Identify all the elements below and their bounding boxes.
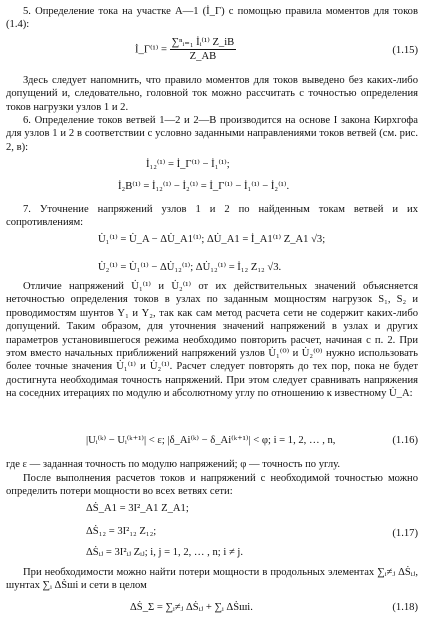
equation-number-1-15: (1.15) bbox=[392, 45, 418, 56]
equation-7a: U̇₁⁽¹⁾ = U̇_A − ΔU̇_A1⁽¹⁾; ΔU̇_A1 = İ_A1⁽¹⁾ Z_A1 √3; bbox=[98, 234, 326, 245]
equation-1-15 bbox=[135, 36, 236, 64]
paragraph-step-5: 5. Определение тока на участке A—1 (İ_Г) с помощью правила моментов для токов (1.4): bbox=[6, 6, 418, 31]
paragraph-step-7: 7. Уточнение напряжений узлов 1 и 2 по найденным токам ветвей и их сопротивлениям: bbox=[6, 204, 418, 229]
equation-1-15-fraction bbox=[170, 36, 237, 64]
equation-1-17a: ΔṠ_A1 = 3I²_A1 Z_A1; bbox=[86, 503, 189, 514]
equation-number-1-17: (1.17) bbox=[392, 528, 418, 539]
equation-6b: İ₂B⁽¹⁾ = İ₁₂⁽¹⁾ − İ₂⁽¹⁾ = İ_Г⁽¹⁾ − İ₁⁽¹⁾ − İ₂⁽¹⁾. bbox=[118, 181, 290, 192]
paragraph-last: При необходимости можно найти потери мощности в продольных элементах ∑ᵢ≠ⱼ ΔṠᵢⱼ, шунтах ∑ᵢ ΔṠшi и сети в целом bbox=[6, 567, 418, 592]
paragraph-voltage-difference: Отличие напряжений U̇₁⁽¹⁾ и U̇₂⁽¹⁾ от их действительных значений объясняется неточностью определения токов в узлах по заданным мощностям нагрузок S₁, S₂ и проводимостям шунтов Y₁ и Y₂, так как сам метод расчета сети не содержит каких-либо допущений. Таким образом, для уточнения значений напряжений в узлах и других параметров установившегося режима необходимо повторить расчет, начиная с п. 2. При этом вместо начальных приближений напряжений узлов U̇₁⁽⁰⁾ и U̇₂⁽⁰⁾ нужно использовать более точные значения U̇₁⁽¹⁾ и U̇₂⁽¹⁾. Расчет следует повторять до тех пор, пока не будет достигнута необходимая точность напряжений. При этом следует сравнивать напряжения на соседних итерациях по модулю и абсолютному углу по отношению к известному U̇_A: bbox=[6, 281, 418, 400]
equation-1-16: |Uᵢ⁽ᵏ⁾ − Uᵢ⁽ᵏ⁺¹⁾| < ε; |δ_Ai⁽ᵏ⁾ − δ_Ai⁽ᵏ⁺¹⁾| < φ; i = 1, 2, … , n, bbox=[86, 435, 336, 446]
equation-1-17c: ΔṠᵢⱼ = 3I²ᵢⱼ Zᵢⱼ; i, j = 1, 2, … , n; i ≠ j. bbox=[86, 547, 243, 558]
paragraph-after-calculation: После выполнения расчетов токов и напряжений с необходимой точностью можно определить потери мощности во всех ветвях сети: bbox=[6, 473, 418, 498]
paragraph-epsilon: где ε — заданная точность по модулю напряжений; φ — точность по углу. bbox=[6, 459, 341, 470]
equation-1-18: ΔṠ_Σ = ∑ᵢ≠ⱼ ΔṠᵢⱼ + ∑ᵢ ΔṠшi. bbox=[130, 602, 253, 613]
paragraph-step-6: 6. Определение токов ветвей 1—2 и 2—B производится на основе I закона Кирхгофа для узлов 1 и 2 в соответствии с условно заданными направлениями токов ветвей (см. рис. 2, в): bbox=[6, 115, 418, 153]
equation-7b: U̇₂⁽¹⁾ = U̇₁⁽¹⁾ − ΔU̇₁₂⁽¹⁾; ΔU̇₁₂⁽¹⁾ = İ₁₂ Z₁₂ √3. bbox=[98, 262, 282, 273]
equation-1-15-denominator: Z_AB bbox=[189, 51, 217, 63]
equation-1-15-lhs: İ_Г⁽¹⁾ = bbox=[135, 44, 167, 56]
equation-number-1-16: (1.16) bbox=[392, 435, 418, 446]
equation-number-1-18: (1.18) bbox=[392, 602, 418, 613]
equation-6a: İ₁₂⁽¹⁾ = İ_Г⁽¹⁾ − İ₁⁽¹⁾; bbox=[146, 159, 230, 170]
equation-1-17b: ΔṠ₁₂ = 3I²₁₂ Z₁₂; bbox=[86, 526, 157, 537]
paragraph-note: Здесь следует напомнить, что правило моментов для токов выведено без каких-либо допущений и, следовательно, головной ток можно рассчитать с точностью определения токов нагрузки узлов 1 и 2. bbox=[6, 75, 418, 113]
equation-1-15-numerator: ∑ⁿᵢ₌₁ İᵢ⁽¹⁾ Z_iB bbox=[170, 36, 237, 50]
